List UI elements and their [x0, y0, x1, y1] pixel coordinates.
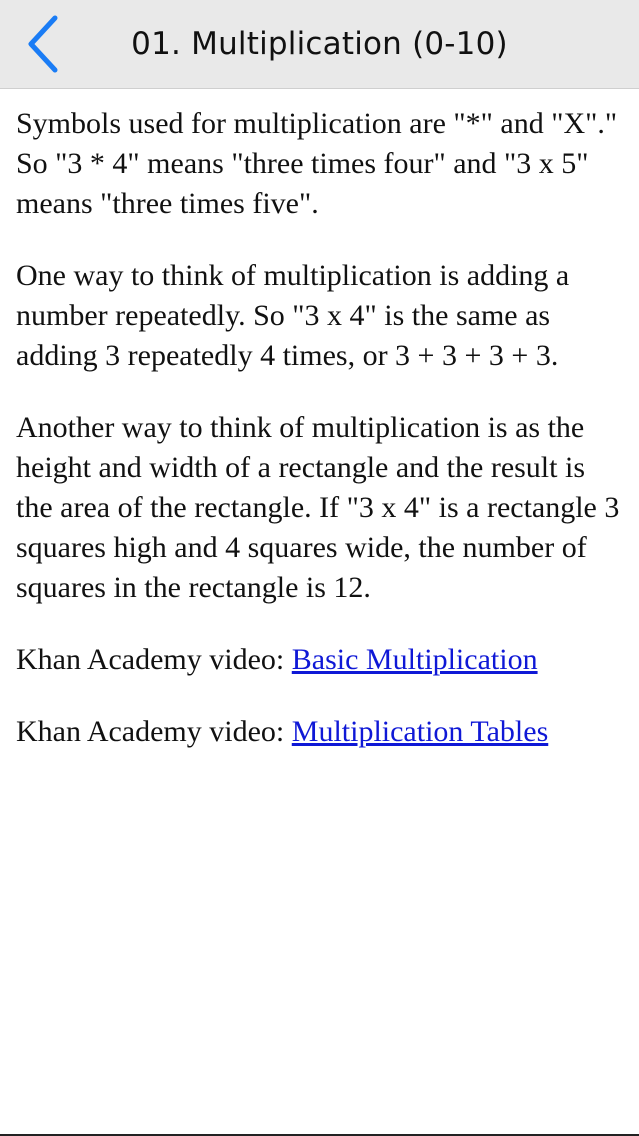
paragraph-rectangle-area: Another way to think of multiplication is as the height and width of a rectangle and the result is the area of the rectangle. If "3 x 4" is a rectangle 3 squares high and 4 squares wide, the number of squares in the rectangle is 12.: [16, 411, 620, 604]
video-prefix-label: Khan Academy video:: [16, 643, 292, 676]
lesson-content: [16, 104, 628, 784]
video-line-multiplication-tables: [16, 712, 628, 752]
paragraph-symbols: Symbols used for multiplication are "*" and "X"." So "3 * 4" means "three times four" and "3 x 5" means "three times five".: [16, 107, 618, 220]
video-prefix-label: Khan Academy video:: [16, 715, 292, 748]
multiplication-tables-link[interactable]: Multiplication Tables: [291, 715, 549, 748]
paragraph-repeated-addition: One way to think of multiplication is adding a number repeatedly. So "3 x 4" is the same as adding 3 repeatedly 4 times, or 3 + 3 + 3 + 3.: [16, 259, 570, 372]
basic-multiplication-link[interactable]: Basic Multiplication: [291, 643, 538, 676]
navigation-bar: [0, 0, 639, 89]
page-title: 01. Multiplication (0-10): [131, 26, 508, 62]
video-line-basic-multiplication: [16, 640, 628, 680]
